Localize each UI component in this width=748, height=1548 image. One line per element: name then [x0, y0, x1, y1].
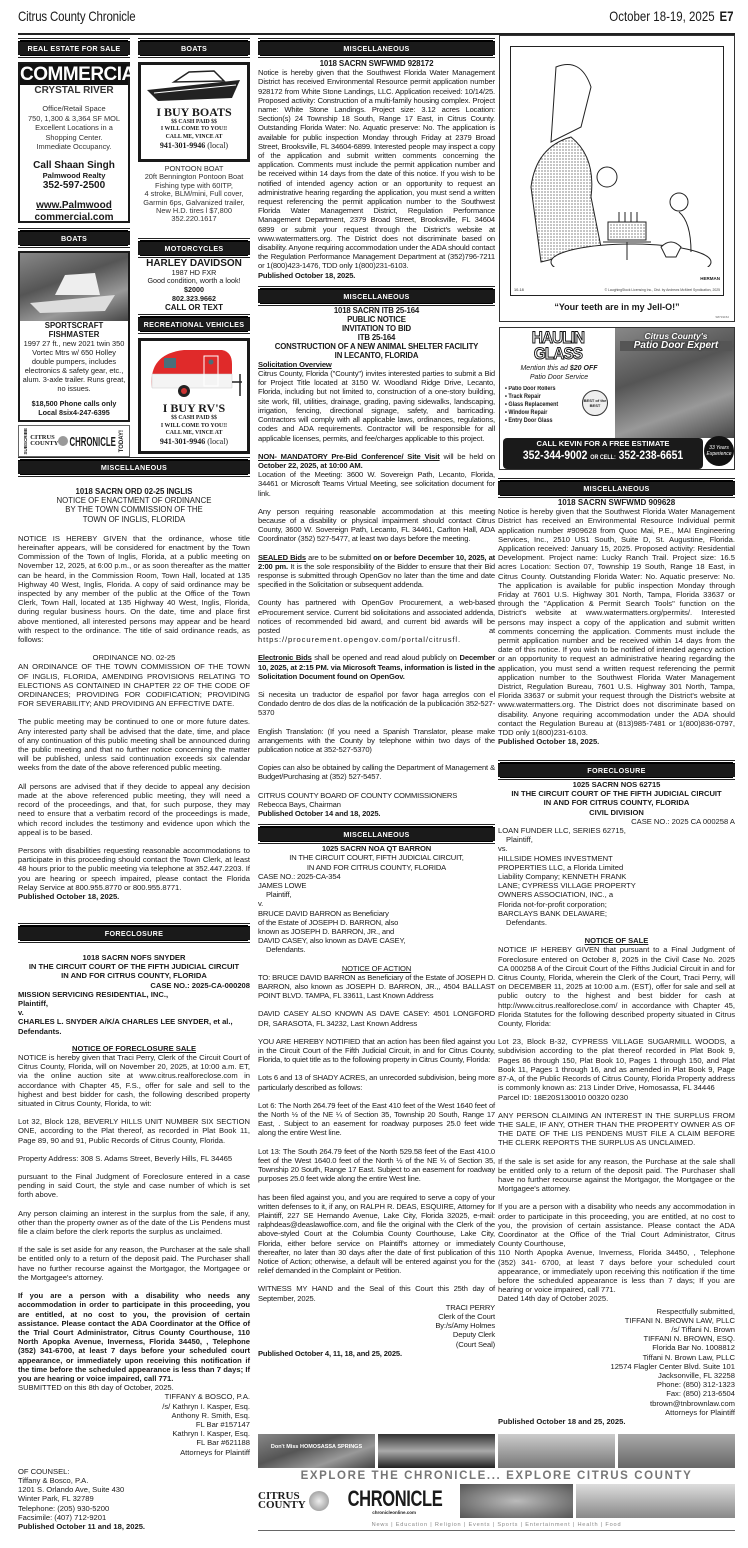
signature-line: By:/s/Amy Holmes — [435, 1321, 495, 1331]
ad-line: New H.D. tires l $7,800 — [156, 206, 232, 216]
ada-notice: If you are a person with a disability who needs any accommodation in order to participate in this proceeding, you are entitled, at no cost to you, the provision of certain assistance. Please contact the ADA Coordinator at the Office of the Trial Court Administrator, Citrus County Courthouse, 110 North Apopka Avenue, Inverness, Florida 34450, , Telephone (352) 341-6700, at least 7 days before your scheduled court appearance, or immediately upon receiving this notification if the time before the scheduled appearance is less than 7 days; If you are hearing or voice impaired, call 771. — [18, 1291, 250, 1383]
service-item: Entry Door Glass — [508, 418, 553, 424]
ad-title: HARLEY DAVIDSON — [146, 257, 242, 269]
emphasis: SEALED Bids — [258, 552, 306, 562]
haulin-glass-ad: HAULIN GLASS Citrus County's Patio Door Expert Mention this ad $20 OFF Patio Door Service • Patio Door Rollers • Track Repair • Glass Replacement • Window Repair • Entry Door Glass BEST of the BEST CALL KEVIN FOR A FREE ESTIMATE 352-344-9002 OR CELL: 352-238-6651 33 Years Experience — [499, 327, 735, 470]
signature-line: FL Bar #157147 — [195, 1419, 250, 1429]
notice-paragraph: Lot 13: The South 264.79 feet of the North 529.58 feet of the East 410.0 feet of the West 1640.0 feet of the North ½ of the NE ¼ of Section 35, Township 20 South, Range 17 East. Subject to an easement for roadway purposes 25.0 feet wide along the entire West line. — [258, 1146, 495, 1184]
notice-nos-62715 — [498, 760, 735, 1426]
text: are to be submitted — [305, 552, 374, 562]
service-item: Patio Door Rollers — [508, 386, 556, 392]
ad-code: S8719152 — [715, 315, 729, 319]
signature-line: Respectfully submitted, — [656, 1306, 735, 1316]
parcel-id: Parcel ID: 18E20S130010 00320 0230 — [498, 1092, 629, 1102]
bid-opening: December 10, 2025, at 2:15 PM. via Microsoft Teams, information is listed in the Solicitation Document found on OpenGov. — [258, 653, 496, 681]
classified-col-a — [18, 38, 146, 457]
section-miscellaneous: MISCELLANEOUS — [258, 827, 495, 841]
notice-paragraph: AN ORDINANCE OF THE TOWN COMMISSION OF THE TOWN OF INGLIS, FLORIDA, AMENDING PROVISIONS RELATING TO ELECTIONS AS CONTAINED IN CHAPTER 22 OF THE CODE OF ORDINANCES; PROVIDING FOR CODIFICATION; PROVIDING FOR SEVERABILITY; AND PROVIDING AN EFFECTIVE DATE. — [18, 662, 250, 709]
notice-paragraph: NOTICE IF HEREBY GIVEN that pursuant to a Final Judgment of Foreclosure entered on October 8, 2025 in the Civil Case No. 2025 CA 000258 A of the Circuit Court of the Fifths Judicial Circuit in and for Citrus County, Florida, wherein the Clerk of the Court, Traci Perry, will on DECEMBER 11, 2025 at 10:00 a.m. (EST), offer for sale and sell at public outcry to the highest and best bidder for cash at http://www.citrus.realforeclose.com/ in accordance with Chapter 45, Florida Statutes for the following described property situated in Citrus County, Florida: — [498, 945, 735, 1029]
notice-paragraph: Notice is hereby given that the Southwest Florida Water Management District has received Environmental Resource permit application number 928172 from White Stone Landings, LLC. Application received: 10/14/25. Proposed activity: Construction of a multi-family housing complex. Project name: White Stone Landings. Project size: 3.12 acres Location: Section(s) 24 Township 18 South, Range 17 East, in Citrus County. Outstanding Florida Water: No. Aquatic preserve: No. The application is available for public inspection Monday through Friday at 2379 Broad Street, Brooksville, FL 34604-6899. Interested people may inspect a copy of the application and submit written comments concerning the application. Comments must include the permit application number and be received within 14 days from the date of this notice. If you wish to be notified of intended agency action or an opportunity to request an administrative hearing regarding the application, you must send a written request referencing the permit application number to the Southwest Florida Water Management District, Regulation Performance Management Department, 2379 Broad Street, Brooksville, FL 34604 6899 or submit your request through the District's website at www.watermatters.org. The District does not discriminate based on disability. Anyone requiring accommodation under the ADA should contact the Regulation Performance Management Department at (352)796-7211 or 1(800)423-1476, TDD only 1(800)231-6103. — [258, 68, 495, 271]
cartoon-drawing — [511, 47, 722, 267]
signature-line: TIFFANI N. BROWN LAW, PLLC — [624, 1315, 735, 1325]
notice-title: INVITATION TO BID — [342, 323, 411, 333]
cartoon-caption: “Your teeth are in my Jell-O!” — [554, 302, 680, 312]
sign-photo — [460, 1484, 573, 1518]
defendant-line: LANE; CYPRESS VILLAGE PROPERTY — [498, 881, 636, 891]
notice-paragraph: NOTICE IS HEREBY GIVEN that the ordinance, whose title hereinafter appears, will be considered for enactment by the Town Commission of the Town of Inglis, Florida, at a public meeting on November 12, 2025, at 6:00 p.m., or as soon thereafter as the matter can be heard, in the Commission Room, Town Hall, located at 135 Highway 40 West, Inglis, Florida. A copy of said ordinance may be inspected by any member of the public at the Office of the Town Clerk, Town Hall, located at 135 Highway 40 West, Inglis, Florida, during regular business hours. On the date, time and place first above mentioned, all interested persons may appear and be heard with respect to the ordinance. The title of said ordinance reads, as follows: — [18, 533, 250, 645]
court-name: IN AND FOR CITRUS COUNTY, FLORIDA — [543, 798, 690, 808]
boat-photo — [20, 253, 128, 321]
service-item: Track Repair — [508, 394, 541, 400]
notice-id: 1025 SACRN NOS 62715 — [572, 780, 661, 789]
plaintiff: MISSION SERVICING RESIDENTIAL, INC., — [18, 989, 169, 999]
subheading: Solicitation Overview — [258, 359, 332, 369]
event-photo — [618, 1434, 735, 1468]
signature-line: TRACI PERRY — [445, 1302, 495, 1312]
nav-sports[interactable]: Sports — [497, 1522, 519, 1528]
versus: v. — [258, 899, 264, 909]
counsel-line: 1201 S. Orlando Ave, Suite 430 — [18, 1485, 125, 1495]
ad-line: Garmin 6ps, Galvanized trailer, — [143, 197, 245, 207]
nav-events[interactable]: Events — [468, 1522, 491, 1528]
brand-text: GLASS — [533, 344, 583, 363]
brand-text: COUNTY — [258, 1499, 306, 1511]
phone: 352-238-6651 — [618, 450, 684, 462]
signature-line: Attorneys for Plaintiff — [665, 1407, 735, 1417]
dated-line: Dated 14th day of October 2025. — [498, 1294, 609, 1304]
buy-boats-ad — [138, 62, 250, 162]
notice-title: NOTICE OF SALE — [584, 936, 649, 946]
notice-swfwmd-928172 — [258, 38, 495, 280]
notice-paragraph: Copies can also be obtained by calling the Department of Management & Budget/Purchasing at (352) 527-5457. — [258, 763, 495, 782]
classified-col-b — [138, 38, 250, 454]
procurement-link[interactable]: https://procurement.opengov.com/portal/citrusfl. — [258, 635, 462, 645]
case-number: CASE NO.: 2025-CA-354 — [258, 871, 341, 881]
signature-line: /s/ Tiffani N. Brown — [671, 1324, 735, 1334]
notice-paragraph: pursuant to the Final Judgment of Foreclosure entered in a case pending in said Court, the style and case number of which is set forth above. — [18, 1172, 250, 1200]
court-division: CIVIL DIVISION — [589, 807, 644, 817]
notice-swfwmd-909628 — [498, 478, 735, 746]
brand-text: HAULIN — [531, 328, 585, 347]
ad-headline: I BUY RV'S — [162, 401, 226, 416]
chair-name: Rebecca Bays, Chairman — [258, 799, 341, 809]
harley-ad — [138, 258, 250, 312]
notice-paragraph: Any person requiring reasonable accommodation at this meeting because of a disability or physical impairment should contact Citrus County, 3600 W. Sovereign Path, Lecanto, FL 34461, Carlton Hall, ADA Coordinator (352) 527-5477, at least two days before the meeting. — [258, 506, 495, 544]
subscribe-label: SUBSCRIBE — [23, 428, 28, 455]
notice-paragraph: Lot 32, Block 128, BEVERLY HILLS UNIT NUMBER SIX SECTION ONE, according to the Plat thereof, as recorded in Plat Book 11, Page 89, 90 and 91, Public Records of Citrus County, Florida. — [18, 1117, 250, 1145]
party-label: Defendants. — [506, 918, 547, 928]
ordinance-number: ORDINANCE NO. 02-25 — [92, 653, 176, 663]
court-name: IN AND FOR CITRUS COUNTY, FLORIDA — [306, 862, 447, 872]
ad-description: 1997 27 ft., new 2021 twin 350 Vortec Mtrs w/ 650 Holley double pumpers, includes electronics & safety gear, etc., alum. 3-axle trailer. Runs great, no issues. — [22, 339, 126, 393]
notice-paragraph: Notice is hereby given that the Southwest Florida Water Management District has received an Environmental Resource Individual permit application number #909628 from Quoc Mai, P.E., MAI Engineering Services, Inc., 2510 US1 South, Suite D, St. Augustine, Florida. Application received: January 15, 2025. Proposed activity: Residential Development. Project name: Lucky Ranch Trail. Project size: 16.5 acres Location: Section 07, Township 19 South, Range 18 East, in Citrus County. Outstanding Florida Water: No. Aquatic preserve: No. The application is available for public inspection Monday through Friday at 7601 U.S. Highway 301 North, Tampa, Florida 33637 or through the "Application & Permit Search Tools" function on the District's website at www.watermatters.org/permits/. Interested persons may inspect a copy of the application and submit written comments concerning the application. Comments must include the permit application number and be received within 14 days from the date of this notice. If you wish to be notified of intended agency action or an opportunity to request an administrative hearing regarding the application, you must send a written request referencing the permit application number to the Southwest Florida Water Management District, Regulation Bureau, 7601 U.S. Highway 301 North, Tampa, Florida 33637 or submit your request through the District's website at www.watermatters.org. The District does not discriminate based on disability. Anyone requiring accommodation under the ADA should contact the Regulation Bureau at (813)985-7481 or 1(800)836-0797, TDD only 1(800)231-6103. — [498, 507, 735, 738]
notice-paragraph: County has partnered with OpenGov Procurement, a web-based eProcurement service. Current bid solicitations and associated addenda, notices of recommended bid award, and current bid awards will be posted at — [258, 598, 495, 635]
board-name: CITRUS COUNTY BOARD OF COUNTY COMMISSIONERS — [258, 790, 458, 800]
emphasis: Electronic Bids — [258, 653, 312, 663]
date: October 18-19, 2025 — [609, 8, 716, 24]
signature-line: (Court Seal) — [455, 1339, 495, 1349]
signature-line: Kathryn I. Kasper, Esq. — [172, 1429, 250, 1439]
contact-name: Call Shaan Singh — [33, 159, 115, 171]
sun-logo-icon — [309, 1491, 329, 1511]
ad-line: CALL ME, VINCE AT — [165, 429, 223, 436]
section-miscellaneous: MISCELLANEOUS — [498, 481, 735, 495]
explore-chronicle-banner[interactable] — [258, 1434, 735, 1542]
service-item: Window Repair — [508, 410, 548, 416]
emphasis: NON- MANDATORY Pre-Bid Conference/ Site Visit — [258, 451, 440, 461]
ad-line: 4 stroke, BLM/mini, Full cover, — [144, 189, 244, 199]
section-miscellaneous: MISCELLANEOUS — [258, 41, 495, 55]
tagline: Citrus County's — [644, 331, 708, 341]
ad-line: 750, 1,300 & 3,364 SF MOL — [27, 113, 121, 123]
notice-paragraph: WITNESS MY HAND and the Seal of this Court this 25th day of September, 2025. — [258, 1284, 495, 1303]
realty-name: Palmwood Realty — [42, 170, 106, 180]
boat-tour-photo — [576, 1484, 735, 1518]
commercial-ad — [18, 62, 146, 224]
phone: 941-301-9946 — [159, 437, 206, 447]
plaintiff: JAMES LOWE — [258, 881, 307, 891]
notice-paragraph — [258, 653, 495, 681]
website-link[interactable]: commercial.com — [34, 212, 114, 224]
notice-paragraph: has been filed against you, and you are required to serve a copy of your written defenses to it, if any, on RALPH R. DEAS, ESQUIRE, Attorney for Plaintiff, 227 SE Hernando Avenue, Lake City, Florida 32025, e-mail: ralphdeas@deaslawoffice.com, and file the original with the Clerk of the above-styled Court at the Columbia County Courthouse, Lake City, Florida, either before service on Plaintiff's attorney or immediately thereafter, no later than 30 days after the date of first publication of this Notice of Action; otherwise, a default will be entered against you for the relief demanded in the Complaint or Petition. — [258, 1192, 495, 1276]
page-number: E7 — [719, 8, 734, 24]
section-boats: BOATS — [18, 231, 130, 245]
sun-logo-icon — [58, 436, 68, 446]
signature-line: Clerk of the Court — [438, 1311, 495, 1321]
offer-text: Patio Door Service — [529, 373, 589, 381]
signature-line: TIFFANY & BOSCO, P.A. — [164, 1392, 250, 1402]
ad-line: 352.220.1617 — [171, 214, 217, 224]
party-label: Defendants. — [266, 945, 306, 955]
plaintiff: LOAN FUNDER LLC, SERIES 62715, — [498, 826, 626, 836]
court-name: IN AND FOR CITRUS COUNTY, FLORIDA — [61, 971, 207, 981]
newspaper-name: Citrus County Chronicle — [18, 8, 136, 24]
camper-icon — [144, 344, 244, 400]
defendant-line: PROPERTIES LLC, a Florida Limited — [498, 862, 624, 872]
court-name: IN THE CIRCUIT COURT OF THE FIFTH JUDICIAL CIRCUIT — [28, 962, 240, 972]
section-miscellaneous: MISCELLANEOUS — [258, 289, 495, 303]
notice-paragraph: If the sale is set aside for any reason, the Purchase at the sale shall be entitled only to a return of the deposit paid. The Purchaser shall have no further recourse against the Mortgagor, the Mortgagee or the Mortgagee's attorney. — [498, 1156, 735, 1194]
notice-id: 1018 SACRN ORD 02-25 INGLIS — [75, 487, 193, 496]
best-of-best-badge: BEST of the BEST — [582, 390, 608, 416]
local-label: (local) — [207, 140, 229, 150]
phone: 941-301-9946 — [159, 140, 206, 150]
issue-date — [610, 8, 734, 24]
published-date: Published October 14 and 18, 2025. — [258, 809, 381, 818]
notice-paragraph: NOTICE is hereby given that Traci Perry, Clerk of the Circuit Court of Citrus County, Florida, will on November 20, 2025, at 10:00 a.m. ET, via the online auction site at www.citrus.realforeclose.com in accordance with Chapter 45, F.S., offer for sale and sell to the highest and best bidder for cash, the following described property situated in Citrus County, Florida, to wit: — [18, 1053, 250, 1109]
published-date: Published October 18 and 25, 2025. — [498, 1417, 626, 1426]
cartoon-panel — [510, 46, 724, 296]
published-date: Published October 18, 2025. — [258, 270, 356, 280]
meeting-date: October 22, 2025, at 10:00 AM. — [258, 460, 363, 470]
notice-id: 1025 SACRN NOA QT BARRON — [321, 844, 432, 854]
phone: 352-344-9002 — [522, 450, 588, 462]
counsel-line: Telephone: (205) 930-5200 — [18, 1503, 110, 1513]
party-label: Plaintiff, — [18, 999, 48, 1009]
party-label: Plaintiff, — [266, 890, 292, 900]
notice-itb-25-164 — [258, 286, 495, 818]
sportscraft-ad — [18, 251, 130, 422]
versus: v. — [18, 1008, 24, 1018]
nav-entertainment[interactable]: Entertainment — [525, 1522, 571, 1528]
ad-headline: I BUY BOATS — [156, 105, 232, 120]
signature-line: 12574 Flagler Center Blvd. Suite 101 — [610, 1361, 735, 1371]
defendant-line: HILLSIDE HOMES INVESTMENT — [498, 853, 613, 863]
subscribe-banner[interactable] — [18, 425, 130, 457]
ad-title: FISHMASTER — [48, 330, 100, 339]
website-link[interactable]: chronicleonline.com — [372, 1509, 417, 1515]
published-date: Published October 4, 11, 18, and 25, 2025. — [258, 1348, 402, 1358]
ad-line: Excellent Locations in a — [35, 123, 113, 133]
notice-title: NOTICE OF FORECLOSURE SALE — [71, 1043, 197, 1053]
price: $18,500 Phone calls only — [31, 399, 117, 408]
notice-paragraph — [258, 553, 495, 590]
notice-title: NOTICE OF ACTION — [341, 963, 412, 973]
ad-title: COMMERCIAL — [20, 64, 146, 85]
notice-paragraph: English Translation: (If you need a Spanish Translator, please make arrangements with the County by telephone within two days of the publication notice at 352-527-5370) — [258, 726, 495, 754]
price: $2000 — [184, 285, 204, 295]
signature-line: Tiffani N. Brown Law, PLLC — [642, 1352, 735, 1362]
phone: Local 8six4-247-6395 — [38, 408, 110, 418]
brand-text: COUNTY — [30, 440, 59, 448]
published-date: Published October 11 and 18, 2025. — [18, 1521, 146, 1531]
notice-id: 1018 SACRN SWFWMD 928172 — [319, 59, 434, 68]
ad-subtitle: CRYSTAL RIVER — [34, 85, 114, 96]
section-boats: BOATS — [138, 41, 250, 55]
ad-line: $$ CASH PAID $$ — [171, 415, 217, 422]
notice-title: CONSTRUCTION OF A NEW ANIMAL SHELTER FACILITY — [274, 341, 479, 351]
notice-paragraph: Property Address: 308 S. Adams Street, Beverly Hills, FL 34465 — [18, 1153, 233, 1163]
signature-line: Florida Bar No. 1008812 — [652, 1343, 735, 1353]
herman-cartoon — [499, 35, 735, 322]
notice-barron — [258, 824, 495, 1358]
ad-line: Office/Retail Space — [42, 104, 106, 113]
signature-line: FL Bar #621188 — [196, 1438, 250, 1448]
manatee-photo — [498, 1434, 615, 1468]
defendant-line: of the Estate of JOSEPH D. BARRON, also — [258, 917, 399, 927]
notice-inglis — [18, 457, 250, 901]
offer-text: Mention this ad — [520, 365, 570, 372]
website-link[interactable]: www.Palmwood — [36, 200, 112, 212]
buy-rvs-ad — [138, 338, 250, 454]
versus: vs. — [498, 844, 508, 854]
court-name: IN THE CIRCUIT COURT OF THE FIFTH JUDICIAL CIRCUIT — [511, 789, 722, 799]
defendant-line: BRUCE DAVID BARRON as Beneficiary — [258, 908, 389, 918]
case-number: CASE NO.: 2025-CA-000208 — [150, 980, 250, 990]
signature-line: /s/ Kathryn I. Kasper, Esq. — [162, 1401, 250, 1411]
notice-paragraph: ANY PERSON CLAIMING AN INTEREST IN THE SURPLUS FROM THE SALE, IF ANY, OTHER THAN THE PROPERTY OWNER AS OF THE DATE OF THE LIS PENDENS MUST FILE A CLAIM BEFORE THE CLERK REPORTS THE SURPLUS AS UNCLAIMED. — [498, 1110, 735, 1148]
notice-id: 1018 SACRN ITB 25-164 — [333, 305, 420, 315]
ad-line: Immediate Occupancy. — [36, 142, 112, 152]
nav-religion[interactable]: Religion — [434, 1522, 462, 1528]
ada-notice: 110 North Apopka Avenue, Inverness, Florida 34450, , Telephone (352) 341- 6700, at least 7 days before your scheduled court appearance, or immediately upon receiving this notification if the time before the scheduled appearance is less than 7 days; If you are hearing or voice impaired, call 771. — [498, 1248, 735, 1295]
local-label: (local) — [207, 437, 229, 447]
notice-paragraph: Si necesita un traductor de español por favor haga arreglos con el Condado dentro de dos días de la notificación de la publicación 352-527-5370 — [258, 689, 495, 718]
ad-line: I WILL COME TO YOU!! — [160, 126, 228, 133]
experience-starburst: 33 Years Experience — [704, 436, 734, 466]
bid-deadline: on or before December 10, 2025, at 2:00 pm. — [258, 552, 496, 571]
ad-line: $$ CASH PAID $$ — [171, 119, 217, 126]
notice-title: TOWN OF INGLIS, FLORIDA — [82, 514, 186, 524]
defendant-line: Liability Company; KENNETH FRANK — [498, 872, 627, 882]
section-foreclosure: FORECLOSURE — [18, 926, 250, 940]
section-foreclosure: FORECLOSURE — [498, 763, 735, 777]
phone: 352-597-2500 — [42, 180, 106, 192]
strip-name: HERMAN — [700, 276, 720, 281]
notice-paragraph: Persons with disabilities requesting reasonable accommodations to participate in this proceeding should contact the Town Clerk, at least 48 hours prior to the public meeting via telephone at 352.447.2203. If you are hearing or speech impaired, please contact the Florida Relay Service at 800.955.8770 or 800.955.8771. — [18, 845, 250, 892]
notice-paragraph: The public meeting may be continued to one or more future dates. Any interested party shall be advised that the date, time, and place of any continuation of this public meeting shall be announced during the public meeting and that no further notice concerning the matter will be published, unless said continuation exceeds six calendar weeks from the date of the above referenced public meeting. — [18, 717, 250, 773]
nav-news[interactable]: News — [371, 1522, 389, 1528]
banner-nav: News | Education | Religion | Events | Sports | Entertainment | Health | Food — [258, 1522, 735, 1531]
middle-column — [258, 38, 495, 1358]
brand-text: CITRUS — [258, 1489, 300, 1502]
signature-line: tbrown@tnbrownlaw.com — [650, 1398, 735, 1408]
ad-cta: CALL OR TEXT — [164, 303, 224, 313]
signature-line: Deputy Clerk — [452, 1330, 495, 1340]
defendant-line: Florida not-for-profit corporation; — [498, 899, 607, 909]
text: will be held on — [439, 451, 495, 461]
notice-paragraph: Citrus County, Florida ("County") invites interested parties to submit a Bid for Project Title located at 3150 W. Woodland Ridge Drive, Lecanto, Florida, including but not limited to, construction of a one-story building, site work, fill, utilities, drainage, grading, paving sidewalks, landscaping, irrigation, fencing, directional signage, safety, and barricading. Contractors will comply with all applicable laws, ordinances, regulations, codes and ADA requirements. Contractor will be responsible for all applicable licenses, permits, and fee/charges applicable to this project. — [258, 369, 495, 443]
signature-line: Fax: (850) 213-6504 — [666, 1389, 735, 1399]
notice-title: NOTICE OF ENACTMENT OF ORDINANCE — [56, 496, 212, 506]
ad-line: Shopping Center. — [45, 132, 103, 142]
signature-line: Anthony R. Smith, Esq. — [171, 1410, 250, 1420]
section-motorcycles: MOTORCYCLES — [138, 241, 250, 255]
brand-text: CHRONICLE — [347, 1485, 443, 1511]
ad-title: PONTOON BOAT — [164, 164, 224, 173]
notice-id: 1018 SACRN NOFS SNYDER — [82, 953, 186, 962]
submitted-date: SUBMITTED on this 8th day of October, 2025. — [18, 1383, 174, 1393]
discount: $20 OFF — [569, 365, 598, 372]
or-cell-label: OR CELL: — [590, 455, 616, 461]
text: shall be opened and read aloud publicly on — [311, 653, 460, 663]
service-item: Glass Replacement — [508, 402, 559, 408]
signature-line: Jacksonville, FL 32258 — [658, 1370, 735, 1380]
nav-education[interactable]: Education — [395, 1522, 428, 1528]
counsel-line: Winter Park, FL 32789 — [18, 1494, 94, 1504]
party-label: Defendants. — [18, 1026, 62, 1036]
notice-paragraph: If the sale is set aside for any reason, the Purchaser at the sale shall be entitled only to a return of the deposit paid. The Purchaser shall have no further recourse against the Mortgagor, the Mortgagee or the Mortgagee's attorney. — [18, 1245, 250, 1282]
phone: 802.323.9662 — [172, 293, 216, 303]
notice-paragraph: Lot 23, Block B-32, CYPRESS VILLAGE SUGARMILL WOODS, a subdivision according to the plat thereof recorded in Plat Book 9, Pages 86 through 150, Plat Book 10, Pages 1 through 150, and Plat Book 11, Pages 1 through 16, and as amended in Plat Book 9, Page 87-A, of the Public Records of Citrus County, Florida Property address is commonly known as: 213 Linder Drive, Homosassa, FL 34446 — [498, 1037, 735, 1093]
signature-line: Phone: (850) 312-1323 — [656, 1380, 735, 1390]
court-name: IN THE CIRCUIT COURT, FIFTH JUDICIAL CIRCUIT, — [289, 853, 464, 863]
notice-paragraph: Any person claiming an interest in the surplus from the sale, if any, other than the property owner as of the date of the Lis Pendens must file a claim before the clerk reports the surplus as unclaimed. — [18, 1208, 250, 1237]
homosassa-photo: Don't Miss HOMOSASSA SPRINGS — [258, 1434, 375, 1468]
ad-cta: CALL KEVIN FOR A FREE ESTIMATE — [536, 439, 670, 448]
defendant: CHARLES L. SNYDER A/K/A CHARLES LEE SNYDER, et al., — [18, 1017, 233, 1027]
notice-paragraph: DAVID CASEY ALSO KNOWN AS DAVE CASEY: 4501 LONGFORD DR, SARASOTA, FL 34232, Last Known Address — [258, 1009, 495, 1028]
party-label: Plaintiff, — [506, 835, 533, 845]
cartoon-credit: © LaughingStock Licensing Inc., Dist. by Andrews McMeel Syndication, 2025 — [604, 288, 720, 292]
notice-paragraph: Lot 6: The North 264.79 feet of the East 410 feet of the West 1640 feet of the North ½ of the NE ¼ of Section 35, Township 20 South, Range 17 East, . Subject to an easement for roadway purposes 25.0 feet wide along the entire West line. — [258, 1100, 495, 1138]
brand-text: CITRUS — [30, 433, 55, 441]
banner-slogan: EXPLORE THE CHRONICLE... EXPLORE CITRUS COUNTY — [300, 1470, 693, 1482]
ada-notice: If you are a person with a disability who needs any accommodation in order to participate in this proceeding, you are entitled, at no cost to you, the provision of certain assistance. Please contact the ADA Coordinator at the Office of the Trial Court Administrator, Citrus County Courthouse, — [498, 1202, 735, 1249]
notice-title: PUBLIC NOTICE — [347, 314, 406, 324]
signature-line: TIFFANI N. BROWN, ESQ. — [643, 1334, 735, 1344]
section-miscellaneous: MISCELLANEOUS — [18, 460, 250, 474]
defendant-line: OWNERS ASSOCIATION, INC., a — [498, 890, 614, 900]
published-date: Published October 18, 2025. — [498, 737, 600, 747]
ad-line: I WILL COME TO YOU!! — [160, 422, 228, 429]
signature-line: Attorneys for Plaintiff — [180, 1447, 250, 1457]
pier-photo — [378, 1434, 495, 1468]
nav-health[interactable]: Health — [577, 1522, 599, 1528]
ad-title: SPORTSCRAFT — [44, 321, 104, 330]
notice-snyder — [18, 923, 250, 1531]
ad-line: 20ft Bennington Pontoon Boat — [144, 172, 244, 182]
counsel-line: Facsimile: (407) 712-9201 — [18, 1512, 107, 1522]
defendant-line: BARCLAYS BANK DELAWARE; — [498, 908, 608, 918]
defendant-line: known as JOSEPH D. BARRON, JR., and — [258, 927, 395, 937]
notice-title: ITB 25-164 — [357, 332, 396, 342]
notice-paragraph: All persons are advised that if they decide to appeal any decision made at the above referenced public meeting, they will need a record of the proceedings, and that, for such purpose, they may need to ensure that a verbatim record of the proceedings is made, which record includes the testimony and evidence upon which the appeal is to be based. — [18, 781, 250, 837]
ad-line: 1987 HD FXR — [171, 267, 217, 277]
counsel-line: Tiffany & Bosco, P.A. — [18, 1475, 89, 1485]
notice-paragraph — [258, 452, 495, 470]
notice-paragraph: Location of the Meeting: 3600 W. Sovereign Path, Lecanto, Florida, 34461 or Microsoft Teams Virtual Meeting, see solicitation document for link. — [258, 470, 495, 498]
notice-paragraph: YOU ARE HEREBY NOTIFIED that an action has been filed against you in the Circuit Court of the Fifth Judicial Circuit, in and for Citrus County, Florida, to quiet title as to the following property in Citrus County, Florida: — [258, 1036, 495, 1065]
tagline: Patio Door Expert — [620, 341, 732, 351]
notice-paragraph: TO: BRUCE DAVID BARRON as Beneficiary of the Estate of JOSEPH D. BARRON, also known as JOSEPH D. BARRON, JR.,, 4504 BALLAST POINT BLVD. TAMPA, FL 33611, Last Known Address — [258, 972, 495, 1001]
notice-paragraph: Lots 6 and 13 of SHADY ACRES, an unrecorded subdivision, being more particularly described as follows: — [258, 1073, 495, 1092]
today-label: TODAY! — [118, 430, 125, 453]
ad-line: CALL ME, VINCE AT — [165, 133, 223, 140]
ad-line: Good condition, worth a look! — [147, 276, 241, 286]
notice-title: BY THE TOWN COMMISSION OF THE — [65, 505, 203, 515]
notice-title: IN LECANTO, FLORIDA — [334, 350, 419, 360]
ad-line: Fishing type with 60ITP, — [155, 180, 233, 190]
published-date: Published October 18, 2025. — [18, 891, 120, 901]
notice-id: 1018 SACRN SWFWMD 909628 — [557, 498, 676, 507]
defendant-line: DAVID CASEY, also known as DAVE CASEY, — [258, 936, 406, 946]
section-real-estate: REAL ESTATE FOR SALE — [18, 41, 130, 55]
text: It is the sole responsibility of the Bidder to ensure that their Bid response is submitted through OpenGov no later than the time and date specified in the Solicitation or subsequent addenda. — [258, 561, 496, 590]
cartoon-date: 10-18 — [514, 288, 524, 292]
counsel-line: OF COUNSEL: — [18, 1466, 70, 1476]
speedboat-icon — [144, 68, 244, 104]
brand-text: CHRONICLE — [69, 433, 117, 449]
nav-food[interactable]: Food — [605, 1522, 622, 1528]
case-number: CASE NO.: 2025 CA 000258 A — [631, 816, 735, 826]
section-recreational-vehicles: RECREATIONAL VEHICLES — [138, 317, 250, 331]
